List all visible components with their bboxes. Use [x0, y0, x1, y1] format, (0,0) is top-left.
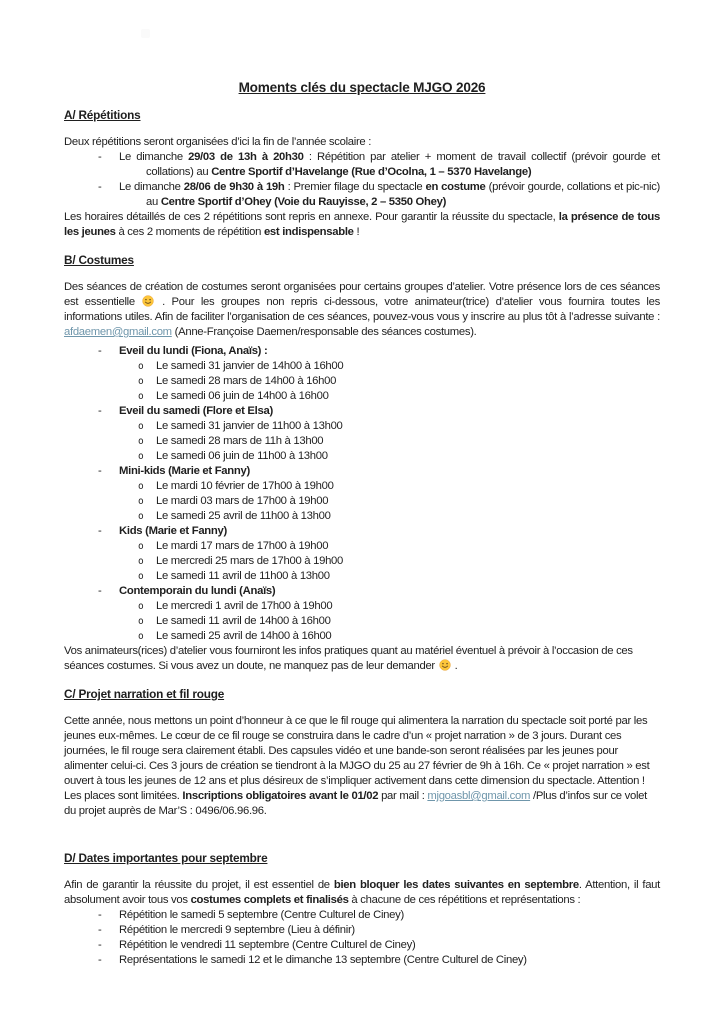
- bold-run: la présence de tous les jeunes: [64, 211, 661, 238]
- session-item: [64, 374, 660, 389]
- repetition-item-text: [119, 181, 660, 208]
- section-c-body: [64, 714, 660, 819]
- dash-bullet: -: [98, 525, 102, 537]
- session-item: [64, 359, 660, 374]
- dash-bullet: -: [98, 909, 102, 921]
- circle-bullet: o: [138, 541, 144, 552]
- group-name-row: [64, 464, 660, 479]
- circle-bullet: o: [138, 376, 144, 387]
- text-run: à ces 2 moments de répétition: [115, 226, 264, 238]
- bold-run: bien bloquer les dates suivantes en septembre: [333, 879, 579, 891]
- date-item-text: Représentations le samedi 12 et le dimanche 13 septembre (Centre Culturel de Ciney): [119, 954, 527, 966]
- date-item-text: Répétition le vendredi 11 septembre (Centre Culturel de Ciney): [119, 939, 416, 951]
- circle-bullet: o: [138, 511, 144, 522]
- group-name: Eveil du samedi (Flore et Elsa): [119, 405, 273, 417]
- session-item: [64, 419, 660, 434]
- text-run: !: [353, 226, 360, 238]
- session-text: Le samedi 11 avril de 11h00 à 13h00: [156, 570, 330, 582]
- section-b-heading: B/ Costumes: [64, 253, 134, 267]
- dash-bullet: -: [98, 954, 102, 966]
- date-item-text: Répétition le samedi 5 septembre (Centre Culturel de Ciney): [119, 909, 404, 921]
- group-name: Contemporain du lundi (Anaïs): [119, 585, 276, 597]
- session-text: Le mardi 03 mars de 17h00 à 19h00: [156, 495, 329, 507]
- session-text: Le samedi 31 janvier de 11h00 à 13h00: [156, 420, 343, 432]
- page-title: Moments clés du spectacle MJGO 2026: [238, 80, 486, 95]
- session-item: [64, 389, 660, 404]
- smiley-emoji: [439, 659, 451, 671]
- session-item: [64, 479, 660, 494]
- bold-run: costumes complets et finalisés: [190, 894, 349, 906]
- circle-bullet: o: [138, 496, 144, 507]
- dash-bullet: -: [98, 181, 102, 193]
- repetition-item: [64, 150, 660, 180]
- text-run: à chacune de ces répétitions et représentations :: [348, 894, 581, 906]
- session-list: [64, 539, 660, 584]
- section-d-heading: D/ Dates importantes pour septembre: [64, 851, 268, 865]
- bold-run: 28/06 de 9h30 à 19h: [183, 181, 285, 193]
- section-c-heading: C/ Projet narration et fil rouge: [64, 687, 225, 701]
- costume-group: [64, 404, 660, 464]
- session-list: [64, 419, 660, 464]
- text-run: Cette année, nous mettons un point d’honneur à ce que le fil rouge qui alimentera la narration du spectacle soit porté par les jeunes eux-mêmes. Le cœur de ce fil rouge se construira dans le cadre d’un « projet narration » de 3 jours. Durant ces journées, le fil rouge sera clairement établi. Des capsules vidéo et une bande-son seront réalisées par les jeunes pour alimenter celui-ci. Ces 3 jours de création se tiendront à la MJGO du 25 au 27 février de 9h à 16h. Ce « projet narration » est ouvert à tous les jeunes de 12 ans et plus désireux de s’impliquer activement dans cette dimension du spectacle. Attention ! Les places sont limitées.: [64, 715, 650, 802]
- dash-bullet: -: [98, 585, 102, 597]
- session-item: [64, 434, 660, 449]
- date-item: [64, 908, 660, 923]
- section-b-outro: [64, 644, 660, 674]
- text-run: Des séances de création de costumes seront organisées pour certains groupes d’atelier. Votre présence lors de ces séances est essentielle: [64, 281, 660, 308]
- group-name: Kids (Marie et Fanny): [119, 525, 227, 537]
- bold-run: 29/03 de 13h à 20h30: [188, 151, 304, 163]
- dash-bullet: -: [98, 151, 102, 163]
- repetition-item-text: [119, 151, 660, 178]
- circle-bullet: o: [138, 481, 144, 492]
- section-d-intro: [64, 878, 660, 908]
- costume-group: [64, 344, 660, 404]
- costume-group: [64, 584, 660, 644]
- dash-bullet: -: [98, 405, 102, 417]
- text-run: Les horaires détaillés de ces 2 répétitions sont repris en annexe. Pour garantir la réussite du spectacle,: [64, 211, 559, 223]
- circle-bullet: o: [138, 571, 144, 582]
- text-run: par mail :: [378, 790, 428, 802]
- text-run: .: [451, 660, 458, 672]
- september-dates-list: [64, 908, 660, 968]
- session-item: [64, 599, 660, 614]
- session-item: [64, 569, 660, 584]
- dash-bullet: -: [98, 939, 102, 951]
- text-run: . Attention, il faut absolument avoir tous vos: [64, 879, 661, 906]
- section-costumes: [64, 253, 660, 674]
- text-run: Afin de garantir la réussite du projet, il est essentiel de: [64, 879, 334, 891]
- section-narration: [64, 687, 660, 819]
- repetition-item: [64, 180, 660, 210]
- group-name-row: [64, 404, 660, 419]
- section-a-intro: Deux répétitions seront organisées d’ici la fin de l’année scolaire :: [64, 136, 372, 148]
- session-text: Le samedi 31 janvier de 14h00 à 16h00: [156, 360, 344, 372]
- circle-bullet: o: [138, 601, 144, 612]
- text-run: . Pour les groupes non repris ci-dessous, votre animateur(trice) d’atelier vous fournira toutes les informations utiles. Afin de faciliter l’organisation de ces séances, pouvez-vous vous y inscrire au plus tôt à l’adresse suivante :: [64, 296, 660, 323]
- session-item: [64, 539, 660, 554]
- circle-bullet: o: [138, 391, 144, 402]
- group-name: Eveil du lundi (Fiona, Anaïs) :: [119, 345, 268, 357]
- dash-bullet: -: [98, 345, 102, 357]
- circle-bullet: o: [138, 436, 144, 447]
- text-run: : Répétition par atelier + moment de travail collectif (prévoir gourde et collations) au: [146, 151, 660, 178]
- bold-run: Inscriptions obligatoires avant le 01/02: [182, 790, 379, 802]
- group-name-row: [64, 584, 660, 599]
- date-item: [64, 923, 660, 938]
- session-item: [64, 494, 660, 509]
- session-text: Le mardi 10 février de 17h00 à 19h00: [156, 480, 334, 492]
- circle-bullet: o: [138, 616, 144, 627]
- date-item-text: Répétition le mercredi 9 septembre (Lieu à définir): [119, 924, 355, 936]
- session-text: Le samedi 28 mars de 14h00 à 16h00: [156, 375, 337, 387]
- section-b-intro: [64, 280, 660, 340]
- circle-bullet: o: [138, 421, 144, 432]
- session-item: [64, 629, 660, 644]
- session-list: [64, 359, 660, 404]
- date-item: [64, 953, 660, 968]
- group-name-row: [64, 524, 660, 539]
- session-list: [64, 479, 660, 524]
- smiley-emoji: [142, 295, 154, 307]
- text-run: (Anne-Françoise Daemen/responsable des séances costumes).: [171, 326, 477, 338]
- repetitions-list: [64, 150, 660, 210]
- session-item: [64, 449, 660, 464]
- circle-bullet: o: [138, 556, 144, 567]
- circle-bullet: o: [138, 361, 144, 372]
- session-text: Le mardi 17 mars de 17h00 à 19h00: [156, 540, 329, 552]
- costume-group: [64, 524, 660, 584]
- text-run: /Plus d’infos sur ce volet du projet auprès de Mar’S : 0496/06.96.96.: [64, 790, 647, 817]
- bold-run: Centre Sportif d’Ohey (Voie du Rauyisse, 2 – 5350 Ohey): [160, 196, 447, 208]
- bold-run: est indispensable: [263, 226, 354, 238]
- text-run: Le dimanche: [119, 151, 189, 163]
- session-text: Le samedi 06 juin de 14h00 à 16h00: [156, 390, 329, 402]
- section-dates-septembre: [64, 851, 660, 968]
- group-name-row: [64, 344, 660, 359]
- email-link[interactable]: mjgoasbl@gmail.com: [427, 790, 531, 802]
- session-list: [64, 599, 660, 644]
- session-text: Le samedi 11 avril de 14h00 à 16h00: [156, 615, 331, 627]
- text-run: Vos animateurs(rices) d’atelier vous fourniront les infos pratiques quant au matériel éventuel à prévoir à l’occasion de ces séances costumes. Si vous avez un doute, ne manquez pas de leur demander: [64, 645, 633, 672]
- text-run: Le dimanche: [119, 181, 184, 193]
- circle-bullet: o: [138, 631, 144, 642]
- dash-bullet: -: [98, 465, 102, 477]
- session-item: [64, 509, 660, 524]
- session-item: [64, 554, 660, 569]
- section-repetitions: [64, 108, 660, 240]
- section-a-heading: A/ Répétitions: [64, 108, 141, 122]
- session-text: Le mercredi 1 avril de 17h00 à 19h00: [156, 600, 333, 612]
- section-a-outro: [64, 210, 660, 240]
- session-text: Le samedi 28 mars de 11h à 13h00: [156, 435, 324, 447]
- costume-group: [64, 464, 660, 524]
- scan-artifact: [141, 29, 150, 38]
- bold-run: Centre Sportif d’Havelange (Rue d’Ocolna, 1 – 5370 Havelange): [211, 166, 532, 178]
- text-run: : Premier filage du spectacle: [284, 181, 426, 193]
- session-item: [64, 614, 660, 629]
- session-text: Le samedi 06 juin de 11h00 à 13h00: [156, 450, 328, 462]
- group-name: Mini-kids (Marie et Fanny): [119, 465, 250, 477]
- session-text: Le samedi 25 avril de 14h00 à 16h00: [156, 630, 332, 642]
- session-text: Le samedi 25 avril de 11h00 à 13h00: [156, 510, 331, 522]
- session-text: Le mercredi 25 mars de 17h00 à 19h00: [156, 555, 344, 567]
- text-run: (prévoir gourde, collations et pic-nic) au: [146, 181, 660, 208]
- costume-groups: [64, 344, 660, 644]
- dash-bullet: -: [98, 924, 102, 936]
- circle-bullet: o: [138, 451, 144, 462]
- bold-run: en costume: [425, 181, 486, 193]
- date-item: [64, 938, 660, 953]
- email-link[interactable]: afdaemen@gmail.com: [64, 326, 172, 338]
